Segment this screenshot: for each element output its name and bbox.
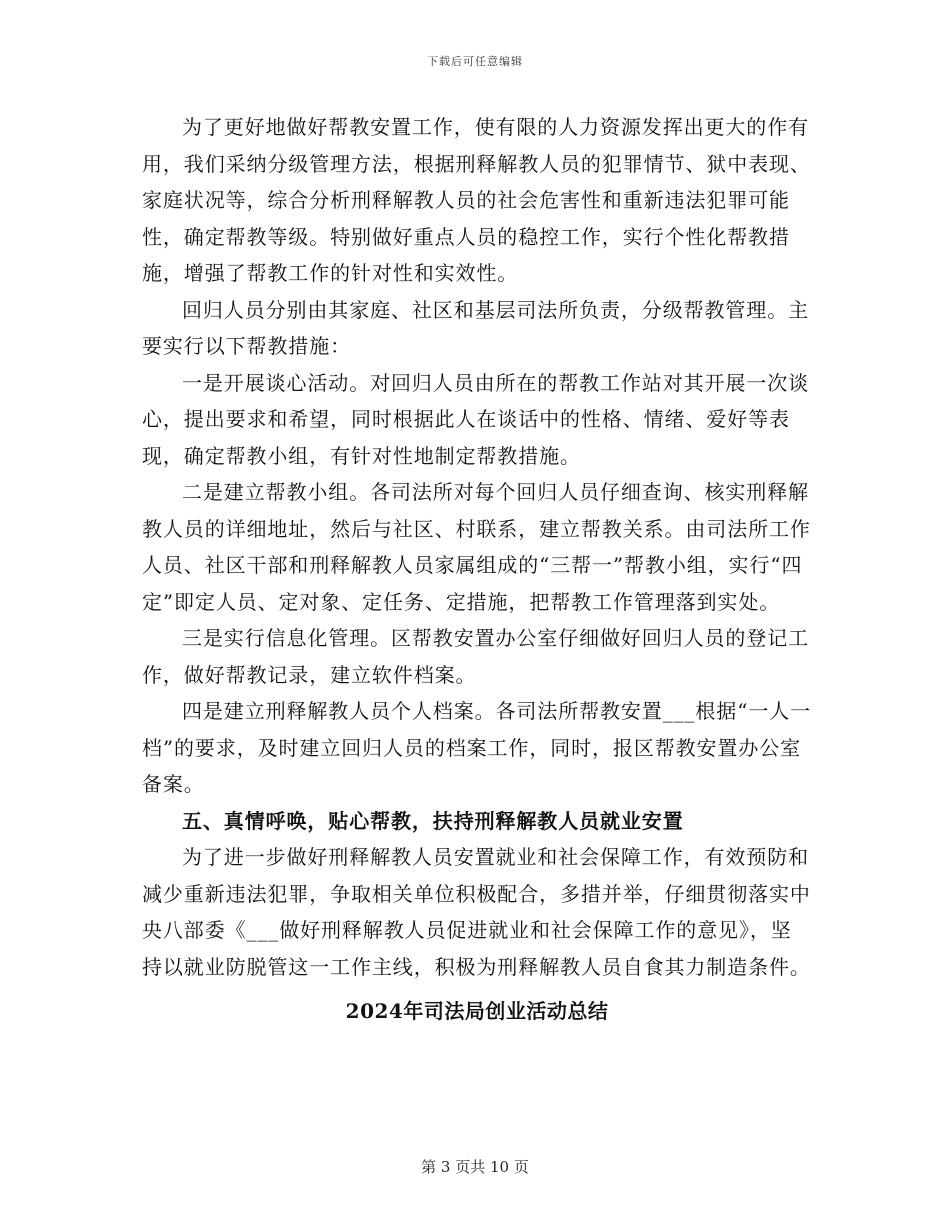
section-heading-five: 五、真情呼唤，贴心帮教，扶持刑释解教人员就业安置 (182, 808, 684, 833)
paragraph-measure-help-group: 二是建立帮教小组。各司法所对每个回归人员仔细查询、核实刑释解教人员的详细地址，然后与社区、村联系，建立帮教关系。由司法所工作人员、社区干部和刑释解教人员家属组成的“三帮一”帮教小组，实行“四定”即定人员、定对象、定任务、定措施，把帮教工作管理落到实处。 (142, 480, 811, 614)
page-header-note: 下载后可任意编辑 (427, 55, 523, 68)
paragraph-grading-management: 为了更好地做好帮教安置工作，使有限的人力资源发挥出更大的作有用，我们采纳分级管理方法，根据刑释解教人员的犯罪情节、狱中表现、家庭状况等，综合分析刑释解教人员的社会危害性和重新违法犯罪可能性，确定帮教等级。特别做好重点人员的稳控工作，实行个性化帮教措施，增强了帮教工作的针对性和实效性。 (142, 115, 811, 285)
paragraph-employment-placement: 为了进一步做好刑释解教人员安置就业和社会保障工作，有效预防和减少重新违法犯罪，争取相关单位积极配合，多措并举，仔细贯彻落实中央八部委《___做好刑释解教人员促进就业和社会保障工作的意见》，坚持以就业防脱管这一工作主线，积极为刑释解教人员自食其力制造条件。 (142, 845, 811, 979)
document-body (142, 109, 812, 1030)
paragraph-returnee-management: 回归人员分别由其家庭、社区和基层司法所负责，分级帮教管理。主要实行以下帮教措施： (142, 297, 809, 358)
paragraph-measure-archives: 四是建立刑释解教人员个人档案。各司法所帮教安置___根据“一人一档”的要求，及时建立回归人员的档案工作，同时，报区帮教安置办公室备案。 (142, 699, 812, 796)
paragraph-measure-information: 三是实行信息化管理。区帮教安置办公室仔细做好回归人员的登记工作，做好帮教记录，建立软件档案。 (142, 626, 809, 687)
document-title: 2024年司法局创业活动总结 (345, 999, 609, 1023)
page-number: 第 3 页共 10 页 (421, 1158, 529, 1176)
paragraph-measure-heart-talk: 一是开展谈心活动。对回归人员由所在的帮教工作站对其开展一次谈心，提出要求和希望，同时根据此人在谈话中的性格、情绪、爱好等表现，确定帮教小组，有针对性地制定帮教措施。 (142, 370, 809, 468)
